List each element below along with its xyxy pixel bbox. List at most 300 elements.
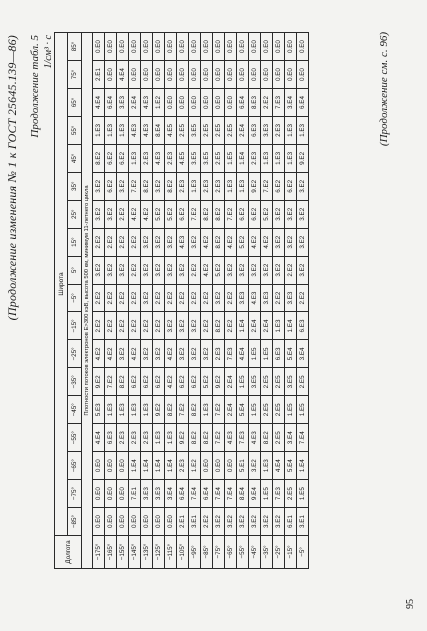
flux-value-cell: 3.E3	[261, 116, 273, 144]
flux-value-cell: 6.E4	[105, 89, 117, 117]
flux-value-cell: 2.E2	[201, 508, 213, 536]
flux-value-cell: 1.E4	[297, 452, 309, 480]
flux-value-cell: 2.E2	[153, 284, 165, 312]
flux-value-cell: 1.E4	[285, 312, 297, 340]
flux-value-cell: 9.E2	[249, 172, 261, 200]
flux-value-cell: 3.E2	[225, 256, 237, 284]
latitude-column-header: 55°	[68, 116, 82, 144]
flux-value-cell: 6.E2	[237, 200, 249, 228]
flux-value-cell: 2.E2	[153, 312, 165, 340]
flux-value-cell: 7.E2	[213, 424, 225, 452]
flux-value-cell: 0.E0	[165, 89, 177, 117]
flux-value-cell: 2.E2	[117, 312, 129, 340]
flux-value-cell: 2.E2	[201, 312, 213, 340]
latitude-column-header: 85°	[68, 33, 82, 61]
flux-value-cell: 6.E2	[129, 368, 141, 396]
latitude-column-header: −5°	[68, 284, 82, 312]
table-row	[261, 33, 273, 569]
flux-value-cell: 2.E3	[213, 172, 225, 200]
flux-value-cell: 0.E0	[153, 508, 165, 536]
flux-value-cell: 6.E4	[237, 89, 249, 117]
flux-value-cell: 6.E3	[273, 340, 285, 368]
flux-value-cell: 3.E2	[93, 172, 105, 200]
flux-value-cell: 2.E4	[249, 312, 261, 340]
flux-value-cell: 3.E5	[201, 144, 213, 172]
flux-value-cell: 2.E2	[189, 284, 201, 312]
flux-value-cell: 2.E1	[177, 508, 189, 536]
flux-value-cell: 0.E0	[165, 61, 177, 89]
flux-value-cell: 6.E3	[105, 424, 117, 452]
flux-value-cell: 0.E0	[93, 480, 105, 508]
flux-value-cell: 3.E2	[261, 508, 273, 536]
flux-value-cell: 5.E2	[237, 228, 249, 256]
flux-value-cell: 3.E2	[93, 200, 105, 228]
flux-value-cell: 2.E3	[117, 424, 129, 452]
flux-value-cell: 3.E2	[189, 312, 201, 340]
flux-value-cell: 0.E0	[105, 61, 117, 89]
flux-value-cell: 6.E2	[105, 144, 117, 172]
flux-value-cell: 3.E4	[285, 89, 297, 117]
flux-value-cell: 4.E2	[201, 256, 213, 284]
flux-value-cell: 0.E0	[237, 33, 249, 61]
flux-value-cell: 4.E5	[165, 116, 177, 144]
flux-value-cell: 0.E0	[93, 33, 105, 61]
flux-value-cell: 1.E3	[105, 116, 117, 144]
flux-value-cell: 3.E2	[117, 340, 129, 368]
latitude-column-header: 35°	[68, 172, 82, 200]
flux-value-cell: 3.E2	[249, 452, 261, 480]
flux-value-cell: 2.E2	[261, 89, 273, 117]
flux-value-cell: 1.E3	[261, 452, 273, 480]
table-row	[285, 33, 297, 569]
flux-value-cell: 5.E2	[261, 200, 273, 228]
flux-value-cell: 3.E2	[153, 228, 165, 256]
table-row	[213, 33, 225, 569]
flux-value-cell: 7.E2	[225, 200, 237, 228]
flux-value-cell: 1.E4	[237, 312, 249, 340]
flux-value-cell: 6.E2	[189, 368, 201, 396]
flux-value-cell: 1.E5	[249, 340, 261, 368]
flux-value-cell: 0.E0	[213, 61, 225, 89]
flux-value-cell: 2.E2	[129, 256, 141, 284]
flux-value-cell: 3.E1	[189, 508, 201, 536]
flux-value-cell: 3.E5	[189, 144, 201, 172]
flux-value-cell: 2.E3	[141, 144, 153, 172]
flux-value-cell: 2.E5	[201, 116, 213, 144]
flux-value-cell: 3.E2	[297, 256, 309, 284]
flux-value-cell: 1.E3	[189, 172, 201, 200]
flux-value-cell: 3.E2	[249, 256, 261, 284]
longitude-cell: −25°	[273, 536, 285, 569]
flux-value-cell: 1.E5	[225, 144, 237, 172]
flux-value-cell: 0.E0	[273, 61, 285, 89]
longitude-cell: −135°	[141, 536, 153, 569]
flux-value-cell: 8.E2	[201, 424, 213, 452]
flux-value-cell: 2.E4	[225, 396, 237, 424]
flux-value-cell: 6.E2	[117, 144, 129, 172]
flux-value-cell: 0.E0	[129, 33, 141, 61]
table-continuation-label: Продолжение табл. 5	[29, 35, 41, 138]
latitude-column-header: 25°	[68, 200, 82, 228]
flux-value-cell: 0.E0	[153, 61, 165, 89]
flux-value-cell: 3.E2	[237, 508, 249, 536]
flux-value-cell: 8.E2	[189, 396, 201, 424]
flux-value-cell: 4.E3	[153, 144, 165, 172]
flux-value-cell: 2.E2	[225, 284, 237, 312]
latitude-column-header: −65°	[68, 452, 82, 480]
page-number: 95	[405, 599, 416, 609]
flux-value-cell: 4.E2	[165, 340, 177, 368]
flux-value-cell: 8.E2	[165, 172, 177, 200]
flux-value-cell: 3.E5	[189, 116, 201, 144]
flux-value-cell: 3.E3	[261, 284, 273, 312]
flux-value-cell: 5.E2	[213, 256, 225, 284]
flux-value-cell: 6.E1	[285, 508, 297, 536]
flux-value-cell: 2.E5	[261, 396, 273, 424]
flux-value-cell: 2.E3	[177, 452, 189, 480]
longitude-cell: −105°	[177, 536, 189, 569]
flux-value-cell: 0.E0	[117, 33, 129, 61]
flux-value-cell: 0.E0	[261, 61, 273, 89]
flux-value-cell: 2.E2	[141, 312, 153, 340]
flux-value-cell: 7.E3	[237, 424, 249, 452]
flux-value-cell: 6.E3	[297, 312, 309, 340]
flux-value-cell: 2.E2	[129, 228, 141, 256]
flux-value-cell: 5.E2	[165, 200, 177, 228]
flux-value-cell: 3.E2	[177, 312, 189, 340]
latitude-column-header: −45°	[68, 396, 82, 424]
flux-value-cell: 4.E2	[261, 228, 273, 256]
longitude-header: Долгота	[55, 536, 82, 569]
flux-value-cell: 2.E2	[105, 312, 117, 340]
flux-value-cell: 5.E3	[93, 396, 105, 424]
flux-value-cell: 2.E5	[297, 368, 309, 396]
flux-value-cell: 3.E4	[165, 480, 177, 508]
flux-value-cell: 0.E0	[141, 508, 153, 536]
flux-value-cell: 0.E0	[129, 508, 141, 536]
flux-value-cell: 0.E0	[225, 89, 237, 117]
table-row	[153, 33, 165, 569]
flux-value-cell: 2.E2	[189, 256, 201, 284]
flux-value-cell: 8.E2	[165, 396, 177, 424]
flux-value-cell: 1.E3	[297, 116, 309, 144]
flux-value-cell: 6.E2	[177, 368, 189, 396]
flux-value-cell: 1.E4	[141, 452, 153, 480]
flux-value-cell: 3.E4	[285, 424, 297, 452]
flux-value-cell: 1.E4	[129, 452, 141, 480]
flux-value-cell: 3.E2	[213, 284, 225, 312]
flux-value-cell: 8.E2	[213, 200, 225, 228]
flux-value-cell: 3.E2	[297, 200, 309, 228]
flux-value-cell: 8.E2	[261, 424, 273, 452]
flux-value-cell: 0.E0	[165, 508, 177, 536]
flux-value-cell: 0.E0	[117, 508, 129, 536]
flux-value-cell: 1.E5	[285, 396, 297, 424]
flux-value-cell: 4.E3	[141, 89, 153, 117]
flux-value-cell: 2.E2	[93, 228, 105, 256]
flux-value-cell: 3.E2	[165, 256, 177, 284]
flux-value-cell: 3.E2	[105, 256, 117, 284]
flux-value-cell: 3.E2	[237, 256, 249, 284]
flux-value-cell: 7.E3	[225, 340, 237, 368]
flux-value-cell: 4.E2	[141, 200, 153, 228]
flux-value-cell: 0.E0	[213, 33, 225, 61]
flux-value-cell: 2.E2	[129, 284, 141, 312]
flux-value-cell: 3.E2	[153, 256, 165, 284]
flux-value-cell: 0.E0	[201, 33, 213, 61]
flux-value-cell: 8.E4	[153, 116, 165, 144]
flux-table	[54, 32, 309, 569]
flux-value-cell: 2.E2	[117, 228, 129, 256]
flux-value-cell: 2.E3	[129, 424, 141, 452]
flux-value-cell: 3.E2	[201, 340, 213, 368]
flux-value-cell: 2.E2	[297, 284, 309, 312]
flux-value-cell: 2.E4	[237, 116, 249, 144]
flux-value-cell: 9.E2	[213, 368, 225, 396]
flux-value-cell: 5.E2	[201, 368, 213, 396]
table-row	[105, 33, 117, 569]
longitude-cell: −165°	[105, 536, 117, 569]
flux-value-cell: 3.E2	[165, 312, 177, 340]
longitude-cell: −35°	[261, 536, 273, 569]
flux-value-cell: 0.E0	[177, 33, 189, 61]
flux-value-cell: 5.E4	[237, 396, 249, 424]
flux-value-cell: 8.E2	[189, 424, 201, 452]
flux-value-cell: 3.E2	[153, 172, 165, 200]
flux-value-cell: 7.E2	[105, 368, 117, 396]
flux-value-cell: 3.E2	[153, 340, 165, 368]
flux-value-cell: 3.E3	[117, 89, 129, 117]
table-row	[249, 33, 261, 569]
flux-value-cell: 5.E4	[285, 340, 297, 368]
flux-value-cell: 2.E3	[201, 172, 213, 200]
table-row	[93, 33, 105, 569]
latitude-column-header: 75°	[68, 61, 82, 89]
longitude-cell: −75°	[213, 536, 225, 569]
flux-value-cell: 9.E2	[153, 396, 165, 424]
flux-value-cell: 1.E2	[189, 452, 201, 480]
flux-value-cell: 2.E5	[213, 144, 225, 172]
flux-value-cell: 2.E4	[129, 89, 141, 117]
flux-value-cell: 7.E1	[129, 480, 141, 508]
flux-value-cell: 1.E5	[261, 480, 273, 508]
longitude-cell: −145°	[129, 536, 141, 569]
flux-value-cell: 1.E3	[153, 424, 165, 452]
flux-value-cell: 0.E0	[93, 452, 105, 480]
flux-value-cell: 1.E3	[285, 116, 297, 144]
flux-value-cell: 3.E2	[117, 256, 129, 284]
flux-value-cell: 1.E5	[261, 340, 273, 368]
flux-value-cell: 3.E2	[297, 172, 309, 200]
flux-value-cell: 7.E4	[225, 480, 237, 508]
flux-value-cell: 0.E0	[213, 452, 225, 480]
flux-value-cell: 7.E3	[273, 480, 285, 508]
flux-value-cell: 1.E4	[153, 452, 165, 480]
flux-value-cell: 4.E4	[273, 452, 285, 480]
flux-value-cell: 6.E4	[177, 480, 189, 508]
flux-value-cell: 0.E0	[237, 61, 249, 89]
flux-value-cell: 7.E3	[273, 89, 285, 117]
table-row	[141, 33, 153, 569]
flux-value-cell: 0.E0	[165, 33, 177, 61]
flux-value-cell: 7.E2	[189, 200, 201, 228]
flux-value-cell: 3.E3	[141, 480, 153, 508]
flux-value-cell: 5.E4	[285, 452, 297, 480]
flux-value-cell: 1.E3	[117, 116, 129, 144]
flux-value-cell: 0.E0	[261, 33, 273, 61]
flux-value-cell: 3.E3	[237, 284, 249, 312]
flux-value-cell: 3.E5	[285, 368, 297, 396]
flux-value-cell: 1.E3	[237, 172, 249, 200]
flux-value-cell: 0.E0	[201, 89, 213, 117]
flux-value-cell: 2.E5	[273, 396, 285, 424]
flux-value-cell: 7.E2	[129, 172, 141, 200]
flux-value-cell: 2.E2	[93, 312, 105, 340]
flux-value-cell: 0.E0	[105, 452, 117, 480]
flux-value-cell: 3.E2	[189, 228, 201, 256]
table-row	[201, 33, 213, 569]
flux-value-cell: 0.E0	[297, 33, 309, 61]
latitude-column-header: 5°	[68, 256, 82, 284]
flux-value-cell: 4.E4	[237, 340, 249, 368]
flux-value-cell: 3.E2	[261, 256, 273, 284]
longitude-cell: −125°	[153, 536, 165, 569]
flux-value-cell: 0.E0	[141, 61, 153, 89]
flux-value-cell: 1.E2	[153, 89, 165, 117]
flux-value-cell: 0.E0	[141, 33, 153, 61]
flux-value-cell: 3.E2	[141, 256, 153, 284]
flux-value-cell: 3.E3	[153, 480, 165, 508]
flux-value-cell: 4.E2	[105, 340, 117, 368]
document-title: (Продолжение изменения № 1 к ГОСТ 25645.139—86)	[5, 35, 19, 321]
flux-value-cell: 0.E0	[117, 480, 129, 508]
flux-value-cell: 7.E2	[213, 396, 225, 424]
flux-value-cell: 2.E2	[225, 312, 237, 340]
table-row	[225, 33, 237, 569]
latitude-column-header: −55°	[68, 424, 82, 452]
flux-value-cell: 3.E2	[93, 256, 105, 284]
flux-value-cell: 2.E1	[93, 61, 105, 89]
flux-value-cell: 2.E2	[117, 200, 129, 228]
latitude-column-header: 15°	[68, 228, 82, 256]
latitude-column-header: −85°	[68, 508, 82, 536]
flux-value-cell: 2.E5	[273, 424, 285, 452]
flux-value-cell: 2.E2	[117, 284, 129, 312]
flux-value-cell: 1.E3	[273, 312, 285, 340]
flux-value-cell: 8.E4	[237, 480, 249, 508]
flux-value-cell: 2.E3	[249, 144, 261, 172]
flux-value-cell: 4.E2	[201, 228, 213, 256]
flux-value-cell: 2.E4	[261, 312, 273, 340]
longitude-cell: −115°	[165, 536, 177, 569]
longitude-cell: −65°	[225, 536, 237, 569]
flux-value-cell: 4.E4	[117, 61, 129, 89]
flux-value-cell: 4.E4	[93, 89, 105, 117]
flux-value-cell: 1.E3	[285, 144, 297, 172]
flux-value-cell: 6.E2	[177, 200, 189, 228]
longitude-cell: −95°	[189, 536, 201, 569]
flux-value-cell: 6.E2	[141, 368, 153, 396]
flux-value-cell: 0.E0	[105, 508, 117, 536]
flux-value-cell: 8.E2	[213, 312, 225, 340]
flux-value-cell: 2.E3	[177, 172, 189, 200]
flux-value-cell: 4.E5	[177, 144, 189, 172]
flux-value-cell: 8.E2	[141, 172, 153, 200]
flux-value-cell: 0.E0	[177, 61, 189, 89]
latitude-header-row	[68, 33, 82, 569]
flux-value-cell: 3.E2	[273, 228, 285, 256]
flux-value-cell: 2.E2	[165, 284, 177, 312]
flux-value-cell: 0.E0	[249, 61, 261, 89]
flux-value-cell: 4.E3	[177, 228, 189, 256]
flux-value-cell: 0.E0	[201, 452, 213, 480]
flux-value-cell: 1.E3	[129, 396, 141, 424]
flux-value-cell: 3.E2	[141, 284, 153, 312]
flux-value-cell: 3.E2	[105, 200, 117, 228]
units-label: 1/см³ · с	[43, 35, 54, 69]
table-row	[165, 33, 177, 569]
flux-value-cell: 4.E3	[249, 424, 261, 452]
flux-value-cell: 6.E2	[273, 172, 285, 200]
flux-value-cell: 6.E2	[105, 172, 117, 200]
flux-value-cell: 4.E2	[129, 200, 141, 228]
table-row	[189, 33, 201, 569]
flux-value-cell: 7.E4	[213, 480, 225, 508]
flux-value-cell: 0.E0	[129, 61, 141, 89]
flux-value-cell: 8.E2	[117, 368, 129, 396]
flux-value-cell: 2.E3	[273, 116, 285, 144]
flux-value-cell: 3.E2	[273, 200, 285, 228]
flux-value-cell: 8.E2	[201, 200, 213, 228]
flux-value-cell: 0.E0	[153, 33, 165, 61]
flux-value-cell: 7.E2	[261, 172, 273, 200]
flux-value-cell: 0.E0	[105, 480, 117, 508]
flux-value-cell: 8.E2	[93, 144, 105, 172]
flux-value-cell: 0.E0	[189, 89, 201, 117]
flux-value-cell: 2.E5	[261, 368, 273, 396]
flux-value-cell: 6.E2	[153, 368, 165, 396]
flux-value-cell: 8.E3	[249, 89, 261, 117]
flux-value-cell: 2.E5	[213, 116, 225, 144]
flux-value-cell: 1.E4	[165, 452, 177, 480]
table-row	[177, 33, 189, 569]
flux-value-cell: 3.E2	[273, 508, 285, 536]
flux-value-cell: 4.E3	[129, 116, 141, 144]
flux-value-cell: 0.E0	[201, 61, 213, 89]
flux-value-cell: 8.E2	[213, 228, 225, 256]
flux-value-cell: 2.E2	[285, 256, 297, 284]
flux-value-cell: 3.E2	[285, 200, 297, 228]
flux-value-cell: 2.E5	[273, 368, 285, 396]
flux-value-cell: 2.E4	[225, 368, 237, 396]
flux-value-cell: 2.E2	[201, 284, 213, 312]
latitude-column-header: 45°	[68, 144, 82, 172]
flux-value-cell: 5.E1	[237, 452, 249, 480]
flux-value-cell: 3.E2	[141, 340, 153, 368]
flux-value-cell: 7.E4	[189, 480, 201, 508]
flux-value-cell: 7.E2	[177, 396, 189, 424]
flux-value-cell: 1.E3	[129, 144, 141, 172]
flux-value-cell: 1.E3	[261, 144, 273, 172]
flux-value-cell: 4.E3	[249, 284, 261, 312]
flux-value-cell: 0.E0	[93, 508, 105, 536]
flux-value-cell: 5.E2	[153, 200, 165, 228]
flux-value-cell: 0.E0	[249, 33, 261, 61]
flux-value-cell: 4.E2	[129, 340, 141, 368]
flux-value-cell: 2.E2	[105, 228, 117, 256]
longitude-cell: −45°	[249, 536, 261, 569]
longitude-cell: −15°	[285, 536, 297, 569]
